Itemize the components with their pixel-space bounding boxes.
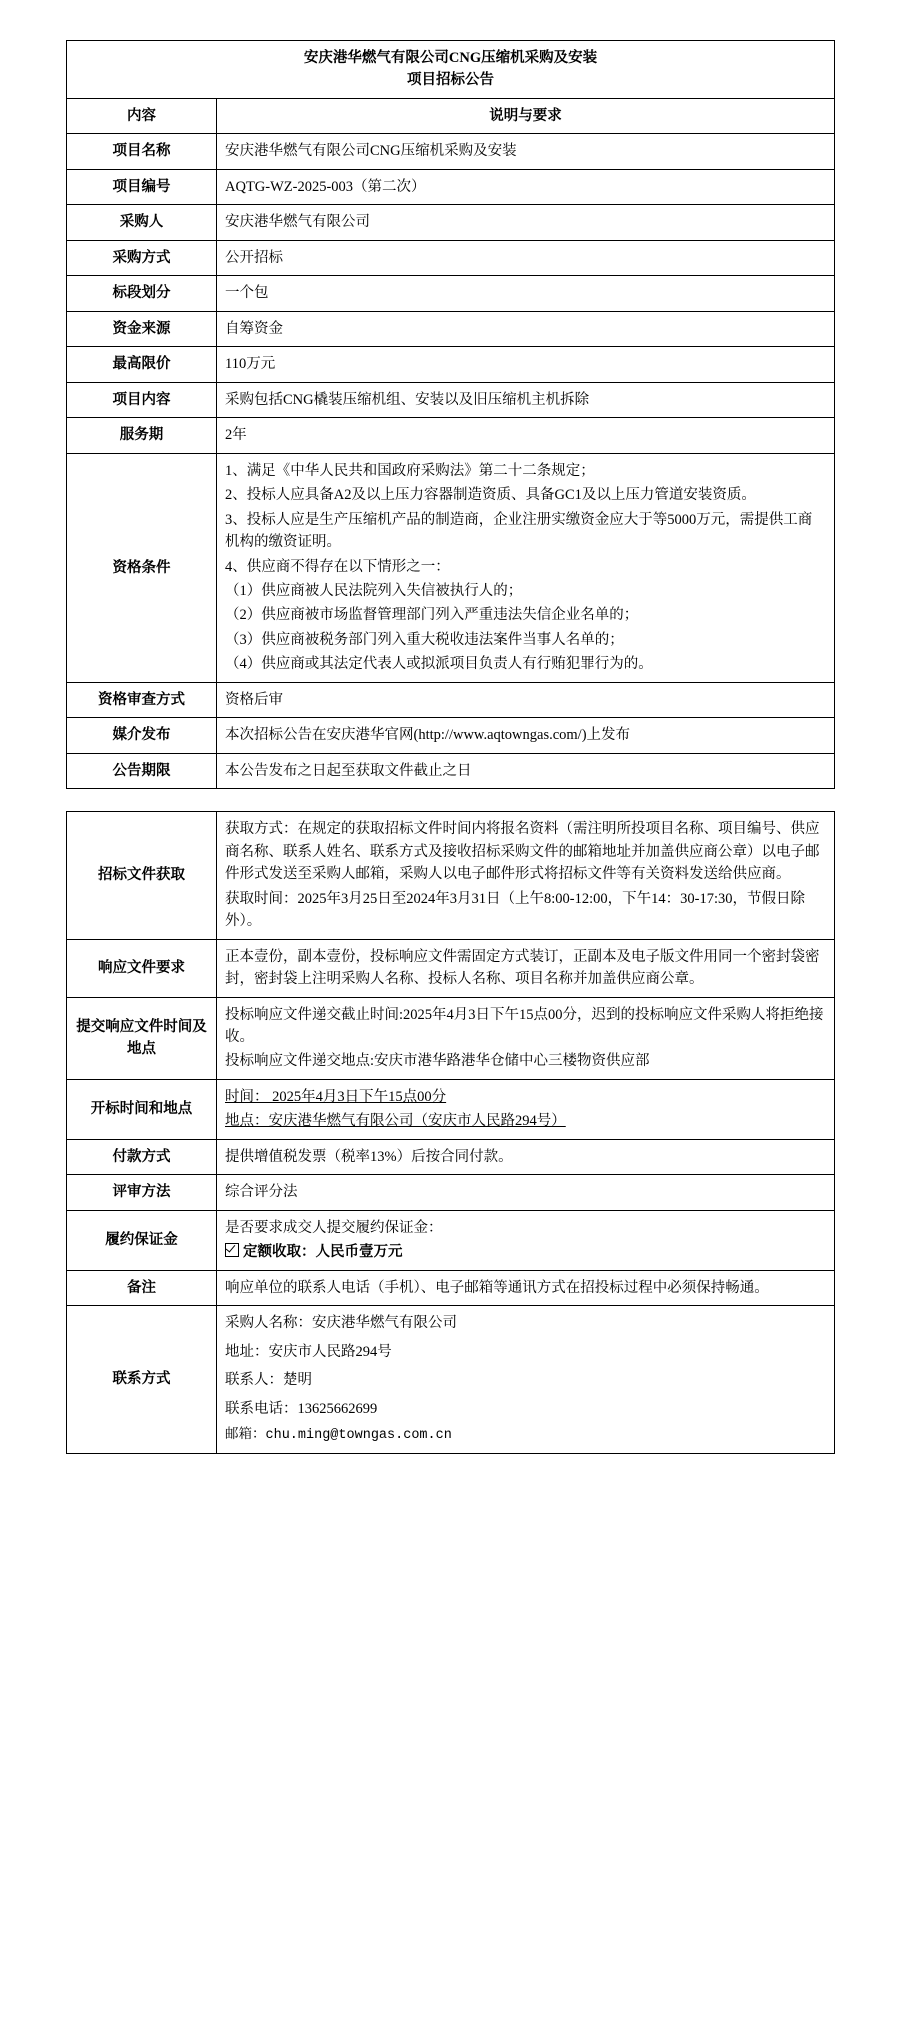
table-row: [67, 753, 835, 788]
bid-opening-time: 时间： 2025年4月3日下午15点00分: [225, 1088, 447, 1105]
row-label: 采购人: [67, 205, 217, 240]
qualification-item: （2）供应商被市场监督管理部门列入严重违法失信企业名单的；: [225, 607, 639, 624]
table-row: [67, 347, 835, 382]
row-value: [217, 1079, 835, 1139]
row-label: 采购方式: [67, 240, 217, 275]
row-label: 招标文件获取: [67, 812, 217, 939]
announcement-table-bottom: [66, 811, 835, 1454]
header-description: 说明与要求: [217, 98, 835, 133]
row-label: 响应文件要求: [67, 939, 217, 997]
row-value: 一个包: [217, 276, 835, 311]
row-label: 项目编号: [67, 169, 217, 204]
contact-address: 地址：安庆市人民路294号: [225, 1343, 392, 1360]
row-label: 联系方式: [67, 1306, 217, 1454]
table-row: [67, 418, 835, 453]
checkbox-checked-icon[interactable]: [225, 1243, 239, 1257]
acquisition-method: 获取方式：在规定的获取招标文件时间内将报名资料（需注明所投项目名称、项目编号、供应商名称、联系人姓名、联系方式及接收招标采购文件的邮箱地址并加盖供应商公章）以电子邮件形式发送至采购人邮箱，采购人以电子邮件形式将招标文件等有关资料发送给供应商。: [225, 821, 820, 883]
row-label: 备注: [67, 1270, 217, 1305]
table-row-bid-opening: [67, 1079, 835, 1139]
row-label: 最高限价: [67, 347, 217, 382]
title-line-1: 安庆港华燃气有限公司CNG压缩机采购及安装: [303, 50, 598, 66]
qualification-item: （1）供应商被人民法院列入失信被执行人的；: [225, 582, 523, 599]
table-row-doc-acquisition: [67, 812, 835, 939]
submission-deadline: 投标响应文件递交截止时间:2025年4月3日下午15点00分，迟到的投标响应文件采购人将拒绝接收。: [225, 1006, 824, 1045]
row-label: 公告期限: [67, 753, 217, 788]
row-label: 开标时间和地点: [67, 1079, 217, 1139]
row-label: 资格条件: [67, 453, 217, 682]
row-value: 110万元: [217, 347, 835, 382]
table-row: [67, 311, 835, 346]
row-label: 项目名称: [67, 134, 217, 169]
document-title: [67, 41, 835, 99]
row-value: 综合评分法: [217, 1175, 835, 1210]
row-label: 评审方法: [67, 1175, 217, 1210]
table-row: [67, 276, 835, 311]
row-label: 资金来源: [67, 311, 217, 346]
performance-bond-question: 是否要求成交人提交履约保证金：: [225, 1219, 443, 1236]
table-row-remark: [67, 1270, 835, 1305]
row-value: 安庆港华燃气有限公司: [217, 205, 835, 240]
table-row: [67, 1139, 835, 1174]
row-value: 响应单位的联系人电话（手机）、电子邮箱等通讯方式在招投标过程中必须保持畅通。: [217, 1270, 835, 1305]
header-content: 内容: [67, 98, 217, 133]
qualification-item: 2、投标人应具备A2及以上压力容器制造资质、具备GC1及以上压力管道安装资质。: [225, 487, 756, 504]
table-gap: [66, 789, 834, 811]
qualification-item: （3）供应商被税务部门列入重大税收违法案件当事人名单的；: [225, 631, 624, 648]
row-value: 资格后审: [217, 682, 835, 717]
row-value: [217, 812, 835, 939]
row-label: 付款方式: [67, 1139, 217, 1174]
table-row: [67, 169, 835, 204]
acquisition-time: 获取时间：2025年3月25日至2024年3月31日（上午8:00-12:00，下午14：30-17:30，节假日除外）。: [225, 890, 805, 930]
row-value: 自筹资金: [217, 311, 835, 346]
table-header-row: [67, 98, 835, 133]
table-row-contact: [67, 1306, 835, 1454]
row-value: 采购包括CNG橇装压缩机组、安装以及旧压缩机主机拆除: [217, 382, 835, 417]
row-value: 安庆港华燃气有限公司CNG压缩机采购及安装: [217, 134, 835, 169]
row-value: 公开招标: [217, 240, 835, 275]
contact-email: 邮箱：chu.ming@towngas.com.cn: [225, 1428, 452, 1444]
contact-phone: 联系电话：13625662699: [225, 1400, 378, 1417]
contact-person: 联系人：楚明: [225, 1372, 312, 1389]
table-row: [67, 1175, 835, 1210]
table-row: [67, 718, 835, 753]
table-row: [67, 382, 835, 417]
table-row: [67, 205, 835, 240]
row-value: AQTG-WZ-2025-003（第二次）: [217, 169, 835, 204]
qualification-item: 3、投标人应是生产压缩机产品的制造商，企业注册实缴资金应大于等5000万元，需提供工商机构的缴资证明。: [225, 511, 813, 551]
table-row-response-doc: [67, 939, 835, 997]
table-row: [67, 682, 835, 717]
performance-bond-option-label: 定额收取：人民币壹万元: [243, 1244, 403, 1261]
row-value: [217, 997, 835, 1079]
table-row-qualification: [67, 453, 835, 682]
bid-opening-location: 地点：安庆港华燃气有限公司（安庆市人民路294号）: [225, 1113, 566, 1130]
table-row: [67, 240, 835, 275]
row-value: [217, 1210, 835, 1270]
table-row-performance-bond: [67, 1210, 835, 1270]
qualification-item: 1、满足《中华人民共和国政府采购法》第二十二条规定；: [225, 462, 595, 479]
table-row-submission: [67, 997, 835, 1079]
qualification-item: 4、供应商不得存在以下情形之一：: [225, 558, 450, 575]
submission-location: 投标响应文件递交地点:安庆市港华路港华仓储中心三楼物资供应部: [225, 1053, 650, 1070]
row-label: 服务期: [67, 418, 217, 453]
row-label: 提交响应文件时间及地点: [67, 997, 217, 1079]
row-value: 本公告发布之日起至获取文件截止之日: [217, 753, 835, 788]
row-value: [217, 1306, 835, 1454]
row-label: 资格审查方式: [67, 682, 217, 717]
row-value: 2年: [217, 418, 835, 453]
announcement-table-top: [66, 40, 835, 789]
title-line-2: 项目招标公告: [407, 72, 494, 89]
table-row: [67, 134, 835, 169]
row-value: [217, 453, 835, 682]
qualification-item: （4）供应商或其法定代表人或拟派项目负责人有行贿犯罪行为的。: [225, 656, 653, 673]
row-label: 媒介发布: [67, 718, 217, 753]
row-value: 提供增值税发票（税率13%）后按合同付款。: [217, 1139, 835, 1174]
row-value: 正本壹份，副本壹份，投标响应文件需固定方式装订，正副本及电子版文件用同一个密封袋密封，密封袋上注明采购人名称、投标人名称、项目名称并加盖供应商公章。: [217, 939, 835, 997]
row-label: 项目内容: [67, 382, 217, 417]
performance-bond-option: [225, 1241, 826, 1263]
contact-purchaser-name: 采购人名称：安庆港华燃气有限公司: [225, 1315, 457, 1332]
row-label: 标段划分: [67, 276, 217, 311]
row-value: 本次招标公告在安庆港华官网(http://www.aqtowngas.com/)上发布: [217, 718, 835, 753]
row-label: 履约保证金: [67, 1210, 217, 1270]
table-title-row: [67, 41, 835, 99]
